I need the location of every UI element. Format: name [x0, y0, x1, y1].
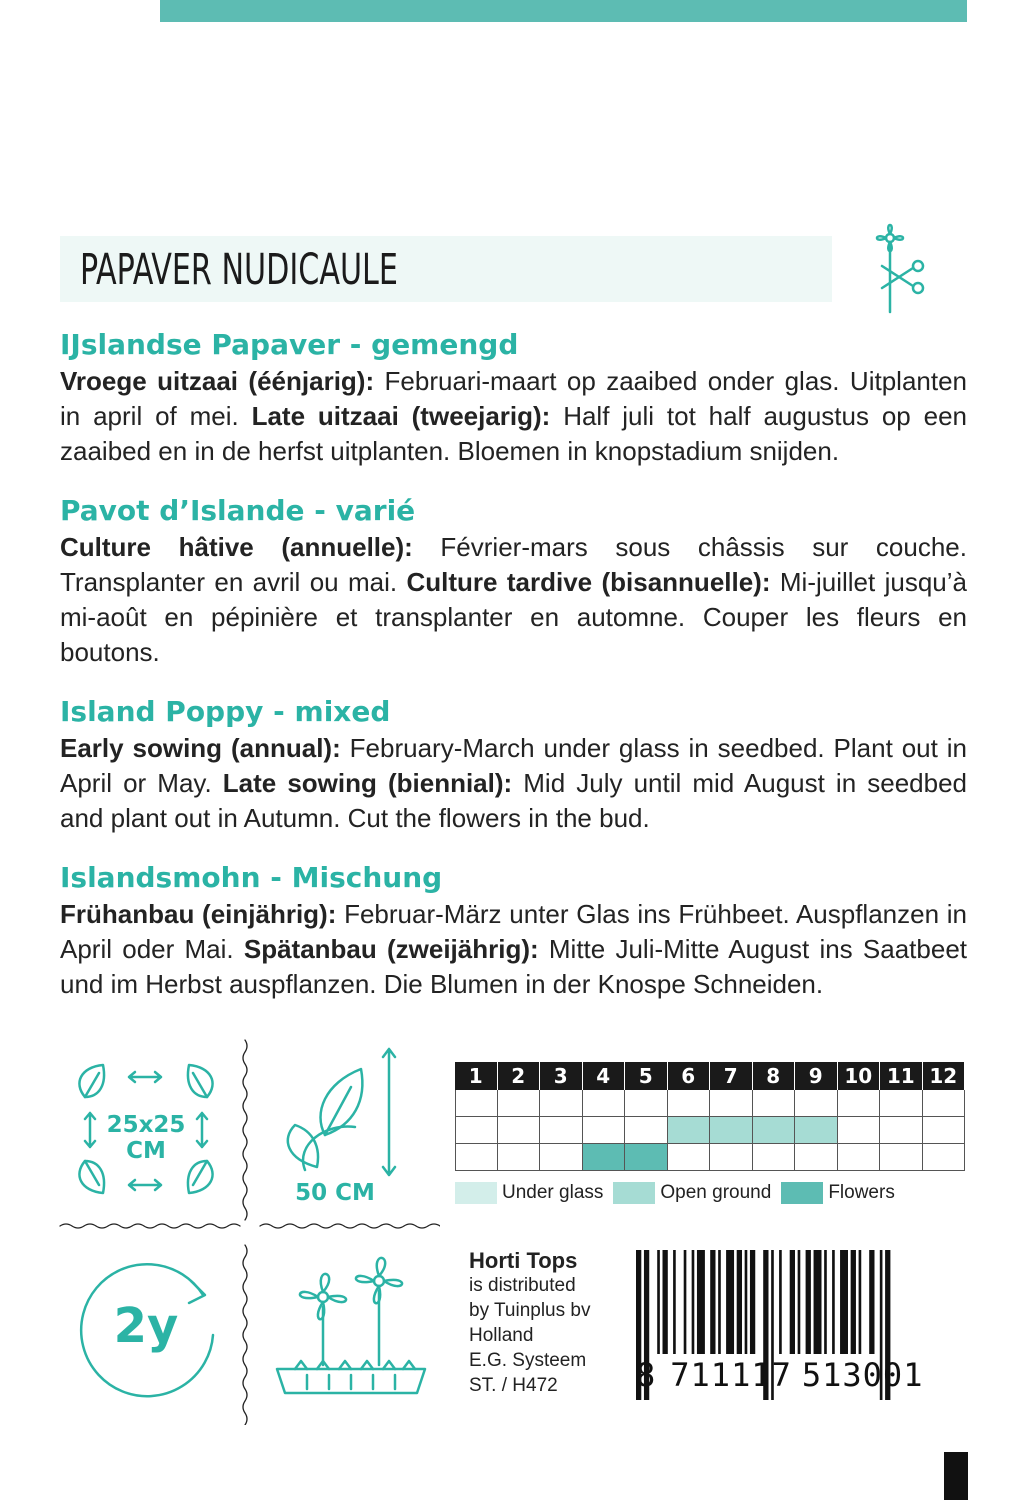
calendar-cell	[880, 1117, 923, 1144]
section-heading: IJslandse Papaver - gemengd	[60, 328, 519, 361]
distributor-line: by Tuinplus bv	[469, 1300, 591, 1321]
calendar-cell	[625, 1117, 668, 1144]
calendar-cell	[880, 1144, 923, 1171]
calendar-cell	[753, 1144, 796, 1171]
distributor-line: ST. / H472	[469, 1375, 558, 1396]
brand-name: Horti Tops	[469, 1248, 578, 1273]
month-6: 6	[668, 1062, 711, 1090]
barcode-number: 8 711117 513001	[636, 1356, 924, 1394]
month-12: 12	[923, 1062, 966, 1090]
calendar-cell	[923, 1117, 966, 1144]
calendar-row-open-ground	[455, 1117, 965, 1144]
calendar-cell	[455, 1090, 498, 1117]
sowing-calendar	[455, 1062, 965, 1171]
calendar-cell	[753, 1090, 796, 1117]
growing-icons-panel	[55, 1035, 440, 1425]
month-1: 1	[455, 1062, 498, 1090]
barcode-bar	[718, 1250, 721, 1354]
calendar-cell	[540, 1117, 583, 1144]
barcode-bar	[657, 1250, 660, 1354]
calendar-cell	[668, 1144, 711, 1171]
calendar-cell	[838, 1090, 881, 1117]
calendar-cell	[923, 1144, 966, 1171]
plant-height-icon	[288, 1049, 395, 1175]
barcode-bar	[663, 1250, 668, 1354]
section-nl	[60, 328, 967, 469]
barcode-bar	[737, 1250, 742, 1354]
barcode-bar	[697, 1250, 705, 1354]
barcode-bar	[779, 1250, 782, 1354]
calendar-cell	[498, 1144, 541, 1171]
calendar-cell	[838, 1144, 881, 1171]
calendar-legend	[455, 1182, 905, 1204]
top-accent-bar	[160, 0, 967, 22]
month-10: 10	[838, 1062, 881, 1090]
calendar-cell	[795, 1144, 838, 1171]
barcode-bar	[750, 1250, 755, 1354]
calendar-cell	[455, 1144, 498, 1171]
calendar-cell	[625, 1144, 668, 1171]
calendar-cell	[540, 1144, 583, 1171]
print-mark	[944, 1452, 968, 1500]
calendar-cell	[795, 1090, 838, 1117]
calendar-cell	[668, 1117, 711, 1144]
flower-scissors-icon	[860, 218, 930, 316]
calendar-cell	[668, 1090, 711, 1117]
section-en	[60, 695, 967, 836]
legend-flowers: Flowers	[781, 1182, 895, 1204]
section-heading: Islandsmohn - Mischung	[60, 861, 443, 894]
height-label: 50 CM	[295, 1180, 375, 1206]
seedling-tray-icon	[277, 1258, 425, 1393]
calendar-cell	[625, 1090, 668, 1117]
calendar-body	[455, 1090, 965, 1171]
month-11: 11	[880, 1062, 923, 1090]
calendar-cell	[880, 1090, 923, 1117]
month-4: 4	[583, 1062, 626, 1090]
calendar-cell	[710, 1090, 753, 1117]
calendar-cell	[498, 1117, 541, 1144]
section-heading: Island Poppy - mixed	[60, 695, 391, 728]
calendar-row-flowers	[455, 1144, 965, 1171]
calendar-header	[455, 1062, 965, 1090]
title-banner	[60, 236, 832, 302]
barcode-bar	[790, 1250, 795, 1354]
distributor-line: Holland	[469, 1325, 534, 1346]
section-text: Frühanbau (einjährig): Februar-März unter Glas ins Frühbeet. Auspflanzen in April oder Mai. Spätanbau (zweijährig): Mitte Juli-Mitte August ins Saatbeet und im Herbst auspflanzen. Die Blumen in der Knospe Schneiden.	[60, 899, 967, 999]
barcode-bar	[745, 1250, 748, 1354]
section-text: Vroege uitzaai (éénjarig): Februari-maart op zaaibed onder glas. Uitplanten in april of mei. Late uitzaai (tweejarig): Half juli tot half augustus op een zaaibed en in de herfst uitplanten. Bloemen in knopstadium snijden.	[60, 366, 968, 466]
section-heading: Pavot d’Islande - varié	[60, 494, 416, 527]
distributor-line: is distributed	[469, 1275, 576, 1296]
barcode-bar	[869, 1250, 874, 1354]
month-2: 2	[498, 1062, 541, 1090]
barcode-bar	[840, 1250, 848, 1354]
barcode-bar	[726, 1250, 734, 1354]
barcode-bar	[798, 1250, 801, 1354]
barcode-bar	[684, 1250, 687, 1354]
calendar-row-under-glass	[455, 1090, 965, 1117]
lifecycle-label: 2y	[113, 1298, 179, 1354]
distributor-info	[469, 1248, 590, 1398]
page-title: PAPAVER NUDICAULE	[80, 245, 398, 295]
calendar-cell	[583, 1090, 626, 1117]
barcode-bar	[814, 1250, 822, 1354]
barcode-bar	[824, 1250, 827, 1354]
calendar-cell	[753, 1117, 796, 1144]
section-text: Culture hâtive (annuelle): Février-mars sous châssis sur couche. Transplanter en avril ou mai. Culture tardive (bisannuelle): Mi-juillet jusqu’à mi-août en pépinière et transplanter en automne. Couper les fleurs en boutons.	[60, 532, 967, 667]
month-7: 7	[710, 1062, 753, 1090]
month-3: 3	[540, 1062, 583, 1090]
barcode-bar	[851, 1250, 856, 1354]
barcode-bar	[673, 1250, 676, 1354]
calendar-cell	[710, 1117, 753, 1144]
month-8: 8	[753, 1062, 796, 1090]
barcode-bar	[859, 1250, 862, 1354]
calendar-cell	[455, 1117, 498, 1144]
barcode-bar	[692, 1250, 695, 1354]
calendar-cell	[838, 1117, 881, 1144]
calendar-cell	[583, 1144, 626, 1171]
calendar-cell	[795, 1117, 838, 1144]
section-fr	[60, 494, 967, 670]
month-9: 9	[795, 1062, 838, 1090]
month-5: 5	[625, 1062, 668, 1090]
barcode-bar	[806, 1250, 811, 1354]
legend-open-ground: Open ground	[613, 1182, 771, 1204]
spacing-label: 25x25 CM	[106, 1112, 186, 1164]
legend-under-glass: Under glass	[455, 1182, 603, 1204]
calendar-cell	[710, 1144, 753, 1171]
calendar-cell	[498, 1090, 541, 1117]
section-text: Early sowing (annual): February-March under glass in seedbed. Plant out in April or May. Late sowing (biennial): Mid July until mid August in seedbed and plant out in Autumn. Cut the flowers in the bud.	[60, 733, 968, 833]
distributor-line: E.G. Systeem	[469, 1350, 587, 1371]
calendar-cell	[540, 1090, 583, 1117]
calendar-cell	[923, 1090, 966, 1117]
barcode-bar	[832, 1250, 835, 1354]
section-de	[60, 861, 967, 1002]
calendar-cell	[583, 1117, 626, 1144]
barcode-bar	[710, 1250, 715, 1354]
